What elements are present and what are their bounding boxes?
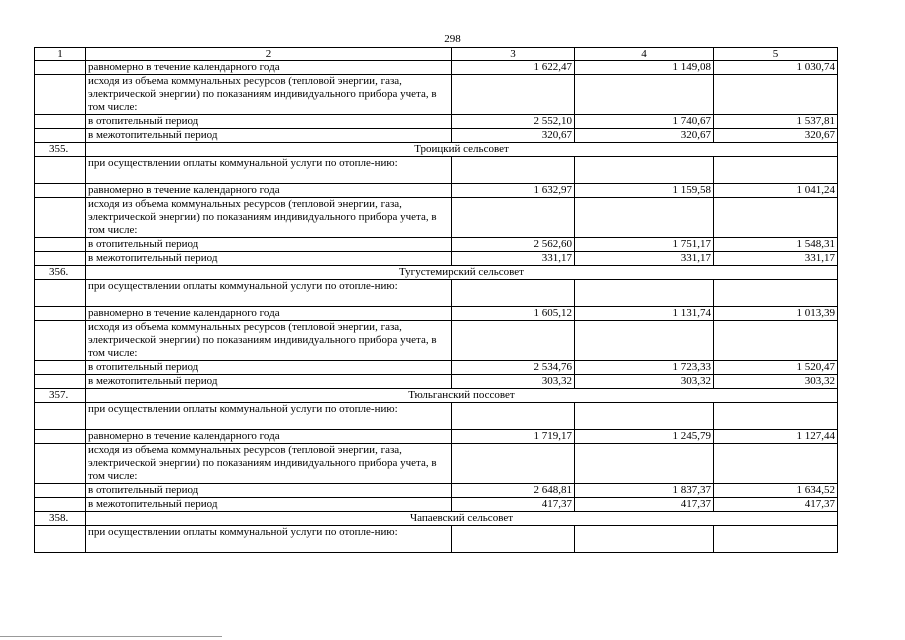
value-col-4 — [575, 403, 714, 430]
value-col-3: 303,32 — [452, 375, 575, 389]
value-col-5 — [714, 198, 838, 238]
value-col-5: 417,37 — [714, 498, 838, 512]
row-index-cell — [35, 61, 86, 75]
value-col-5: 1 548,31 — [714, 238, 838, 252]
value-col-4: 331,17 — [575, 252, 714, 266]
table-row — [35, 498, 838, 512]
value-col-3 — [452, 403, 575, 430]
value-col-3 — [452, 198, 575, 238]
row-index-cell — [35, 403, 86, 430]
table-row — [35, 526, 838, 553]
table-header-row — [35, 48, 838, 61]
row-index-cell — [35, 321, 86, 361]
value-col-3: 320,67 — [452, 129, 575, 143]
value-col-5 — [714, 157, 838, 184]
value-col-4 — [575, 526, 714, 553]
table-row — [35, 115, 838, 129]
row-description: при осуществлении оплаты коммунальной услуги по отопле-нию: — [86, 157, 452, 184]
section-number: 358. — [35, 512, 86, 526]
value-col-3: 1 632,97 — [452, 184, 575, 198]
value-col-5 — [714, 403, 838, 430]
header-cell-1: 1 — [35, 48, 86, 61]
table-row — [35, 75, 838, 115]
table-row — [35, 307, 838, 321]
table-row — [35, 375, 838, 389]
value-col-4: 320,67 — [575, 129, 714, 143]
row-description: при осуществлении оплаты коммунальной услуги по отопле-нию: — [86, 280, 452, 307]
row-description: равномерно в течение календарного года — [86, 307, 452, 321]
value-col-3: 1 622,47 — [452, 61, 575, 75]
row-index-cell — [35, 307, 86, 321]
row-description: исходя из объема коммунальных ресурсов (тепловой энергии, газа, электрической энергии) по показаниям индивидуального прибора учета, в том числе: — [86, 198, 452, 238]
value-col-3 — [452, 321, 575, 361]
row-index-cell — [35, 129, 86, 143]
value-col-4 — [575, 321, 714, 361]
table-row — [35, 430, 838, 444]
row-index-cell — [35, 526, 86, 553]
table-row — [35, 444, 838, 484]
section-header-row — [35, 389, 838, 403]
row-index-cell — [35, 430, 86, 444]
section-title: Чапаевский сельсовет — [86, 512, 838, 526]
value-col-4 — [575, 157, 714, 184]
row-description: в отопительный период — [86, 238, 452, 252]
header-cell-2: 2 — [86, 48, 452, 61]
footer-divider — [0, 636, 222, 637]
value-col-5: 1 030,74 — [714, 61, 838, 75]
value-col-4: 1 149,08 — [575, 61, 714, 75]
section-title: Троицкий сельсовет — [86, 143, 838, 157]
table-row — [35, 280, 838, 307]
row-description: исходя из объема коммунальных ресурсов (тепловой энергии, газа, электрической энергии) по показаниям индивидуального прибора учета, в том числе: — [86, 75, 452, 115]
row-index-cell — [35, 280, 86, 307]
section-header-row — [35, 512, 838, 526]
value-col-4: 417,37 — [575, 498, 714, 512]
value-col-5: 1 041,24 — [714, 184, 838, 198]
header-cell-5: 5 — [714, 48, 838, 61]
table-row — [35, 184, 838, 198]
row-description: в межотопительный период — [86, 375, 452, 389]
row-description: в межотопительный период — [86, 252, 452, 266]
value-col-5: 1 537,81 — [714, 115, 838, 129]
section-number: 356. — [35, 266, 86, 280]
row-index-cell — [35, 115, 86, 129]
value-col-3 — [452, 75, 575, 115]
table-row — [35, 198, 838, 238]
value-col-4: 303,32 — [575, 375, 714, 389]
section-header-row — [35, 143, 838, 157]
row-description: в межотопительный период — [86, 129, 452, 143]
value-col-3: 2 648,81 — [452, 484, 575, 498]
value-col-5 — [714, 280, 838, 307]
value-col-4: 1 723,33 — [575, 361, 714, 375]
value-col-5: 331,17 — [714, 252, 838, 266]
table-row — [35, 321, 838, 361]
page-number: 298 — [444, 33, 461, 45]
value-col-3: 2 534,76 — [452, 361, 575, 375]
table-row — [35, 252, 838, 266]
value-col-5: 1 127,44 — [714, 430, 838, 444]
row-index-cell — [35, 444, 86, 484]
value-col-4 — [575, 280, 714, 307]
value-col-5: 320,67 — [714, 129, 838, 143]
table-row — [35, 129, 838, 143]
table-row — [35, 61, 838, 75]
row-index-cell — [35, 498, 86, 512]
table-row — [35, 238, 838, 252]
table-row — [35, 361, 838, 375]
value-col-4: 1 159,58 — [575, 184, 714, 198]
row-description: исходя из объема коммунальных ресурсов (тепловой энергии, газа, электрической энергии) по показаниям индивидуального прибора учета, в том числе: — [86, 444, 452, 484]
row-index-cell — [35, 484, 86, 498]
value-col-4 — [575, 198, 714, 238]
row-index-cell — [35, 75, 86, 115]
section-number: 357. — [35, 389, 86, 403]
value-col-3: 1 605,12 — [452, 307, 575, 321]
row-index-cell — [35, 361, 86, 375]
value-col-3: 417,37 — [452, 498, 575, 512]
value-col-4 — [575, 75, 714, 115]
value-col-5: 1 013,39 — [714, 307, 838, 321]
row-description: в отопительный период — [86, 115, 452, 129]
value-col-3: 2 562,60 — [452, 238, 575, 252]
value-col-4: 1 245,79 — [575, 430, 714, 444]
row-description: в отопительный период — [86, 361, 452, 375]
row-description: равномерно в течение календарного года — [86, 61, 452, 75]
tariff-table — [34, 47, 838, 553]
value-col-4: 1 837,37 — [575, 484, 714, 498]
value-col-5: 1 634,52 — [714, 484, 838, 498]
row-description: при осуществлении оплаты коммунальной услуги по отопле-нию: — [86, 403, 452, 430]
section-title: Тюльганский поссовет — [86, 389, 838, 403]
value-col-5 — [714, 526, 838, 553]
value-col-4 — [575, 444, 714, 484]
value-col-5: 303,32 — [714, 375, 838, 389]
row-description: равномерно в течение календарного года — [86, 430, 452, 444]
row-index-cell — [35, 252, 86, 266]
value-col-5 — [714, 321, 838, 361]
value-col-3 — [452, 157, 575, 184]
row-description: в межотопительный период — [86, 498, 452, 512]
row-description: при осуществлении оплаты коммунальной услуги по отопле-нию: — [86, 526, 452, 553]
value-col-3 — [452, 444, 575, 484]
value-col-3: 331,17 — [452, 252, 575, 266]
value-col-3: 2 552,10 — [452, 115, 575, 129]
row-index-cell — [35, 375, 86, 389]
header-cell-4: 4 — [575, 48, 714, 61]
row-description: в отопительный период — [86, 484, 452, 498]
row-index-cell — [35, 198, 86, 238]
value-col-5 — [714, 75, 838, 115]
row-index-cell — [35, 238, 86, 252]
row-index-cell — [35, 184, 86, 198]
header-cell-3: 3 — [452, 48, 575, 61]
section-header-row — [35, 266, 838, 280]
row-description: равномерно в течение календарного года — [86, 184, 452, 198]
value-col-4: 1 131,74 — [575, 307, 714, 321]
table-row — [35, 157, 838, 184]
value-col-3: 1 719,17 — [452, 430, 575, 444]
value-col-4: 1 751,17 — [575, 238, 714, 252]
value-col-3 — [452, 280, 575, 307]
section-number: 355. — [35, 143, 86, 157]
value-col-5: 1 520,47 — [714, 361, 838, 375]
table-row — [35, 403, 838, 430]
row-description: исходя из объема коммунальных ресурсов (тепловой энергии, газа, электрической энергии) по показаниям индивидуального прибора учета, в том числе: — [86, 321, 452, 361]
row-index-cell — [35, 157, 86, 184]
value-col-5 — [714, 444, 838, 484]
value-col-4: 1 740,67 — [575, 115, 714, 129]
section-title: Тугустемирский сельсовет — [86, 266, 838, 280]
table-row — [35, 484, 838, 498]
value-col-3 — [452, 526, 575, 553]
